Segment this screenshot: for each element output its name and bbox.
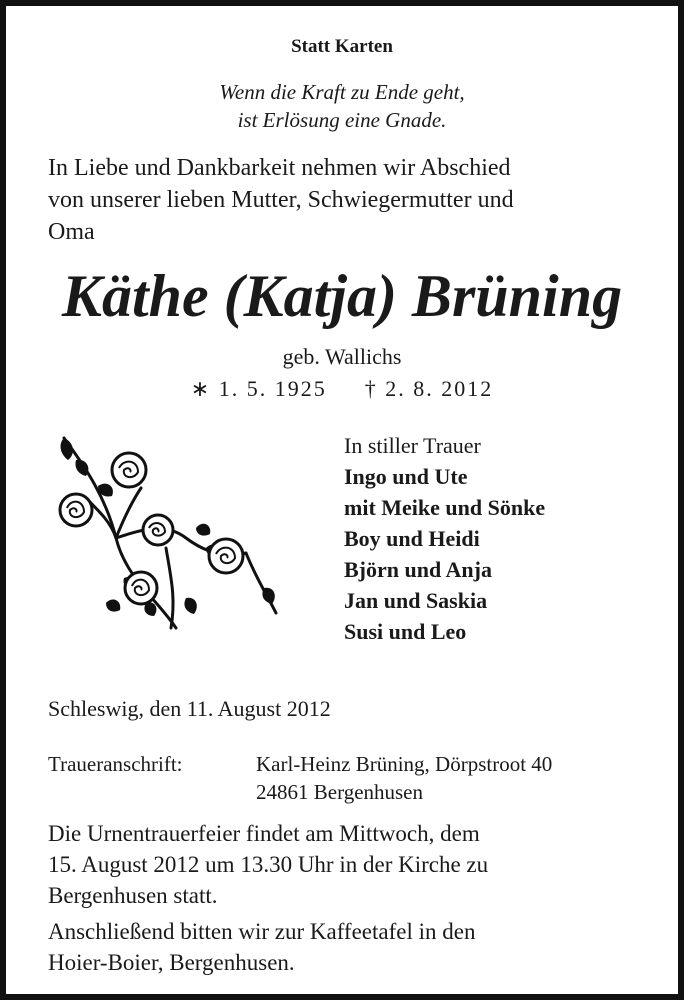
intro-line: In Liebe und Dankbarkeit nehmen wir Abschied bbox=[48, 155, 511, 181]
ceremony-line: 15. August 2012 um 13.30 Uhr in der Kirche zu bbox=[48, 852, 489, 877]
deceased-name: Käthe (Katja) Brüning bbox=[61, 263, 623, 329]
mourners-lead: In stiller Trauer bbox=[344, 433, 481, 458]
place-date: Schleswig, den 11. August 2012 bbox=[48, 696, 331, 721]
coffee-info bbox=[48, 916, 638, 978]
motto-line: Wenn die Kraft zu Ende geht, bbox=[219, 80, 465, 104]
address-label: Traueranschrift: bbox=[48, 752, 183, 776]
address-line: 24861 Bergenhusen bbox=[256, 780, 424, 804]
mourner-family: Ingo und Ute bbox=[344, 464, 468, 489]
mourner-family: mit Meike und Sönke bbox=[344, 495, 546, 520]
mourner-family: Björn und Anja bbox=[344, 557, 492, 582]
coffee-line: Hoier-Boier, Bergenhusen. bbox=[48, 950, 295, 975]
address-line: Karl-Heinz Brüning, Dörpstroot 40 bbox=[256, 752, 553, 776]
born-name: geb. Wallichs bbox=[282, 344, 402, 369]
ceremony-line: Die Urnentrauerfeier findet am Mittwoch, dem bbox=[48, 821, 480, 846]
coffee-line: Anschließend bitten wir zur Kaffeetafel in den bbox=[48, 919, 476, 944]
death-date: † 2. 8. 2012 bbox=[364, 376, 494, 401]
intro-line: von unserer lieben Mutter, Schwiegermutter und bbox=[48, 187, 514, 213]
mourners-list bbox=[344, 430, 644, 647]
ceremony-line: Bergenhusen statt. bbox=[48, 883, 218, 908]
intro-line: Oma bbox=[48, 219, 95, 245]
ceremony-info bbox=[48, 818, 638, 911]
mourner-family: Jan und Saskia bbox=[344, 588, 488, 613]
mourner-family: Susi und Leo bbox=[344, 619, 467, 644]
intro-text bbox=[48, 152, 638, 248]
mourner-family: Boy und Heidi bbox=[344, 526, 480, 551]
life-dates bbox=[6, 376, 678, 402]
rose-branch-icon bbox=[46, 428, 286, 638]
notice-heading: Statt Karten bbox=[291, 36, 393, 57]
motto-line: ist Erlösung eine Gnade. bbox=[237, 108, 447, 132]
motto bbox=[6, 78, 678, 134]
birth-date: ∗ 1. 5. 1925 bbox=[190, 376, 327, 401]
